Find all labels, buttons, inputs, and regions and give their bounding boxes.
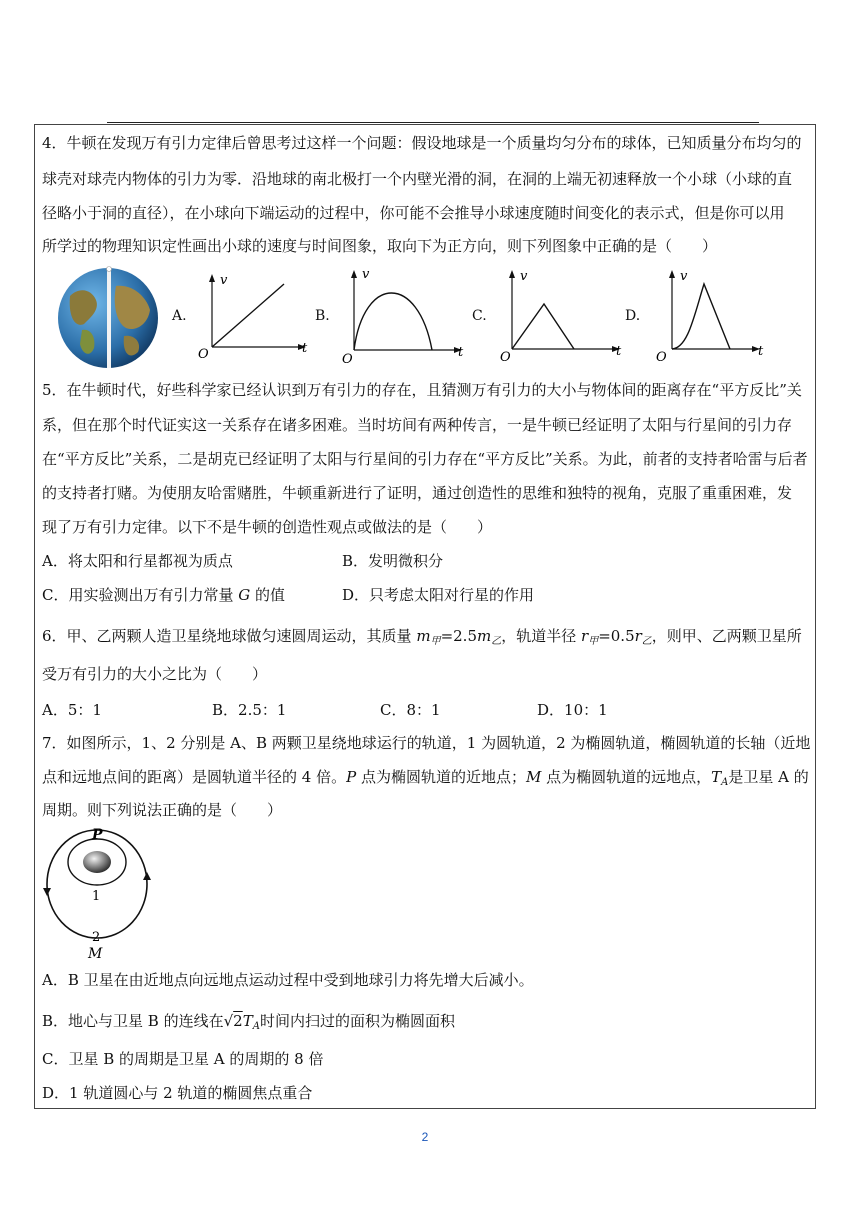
q6-option-d: D．10：1 <box>537 701 608 719</box>
graph-b-t-label: t <box>458 345 464 360</box>
earth-sphere <box>83 851 111 873</box>
q5-option-a: A．将太阳和行星都视为质点 <box>42 552 233 570</box>
q5-option-c: C．用实验测出万有引力常量 G 的值 <box>42 586 286 604</box>
q6-line-2: 受万有引力的大小之比为（ ） <box>42 665 268 683</box>
graph-d <box>652 266 776 364</box>
option-b-label: B. <box>315 308 330 324</box>
q5-line-1: 5．在牛顿时代，好些科学家已经认识到万有引力的存在，且猜测万有引力的大小与物体间的距离存在“平方反比”关 <box>42 381 802 399</box>
graph-b-v-label: v <box>362 267 370 282</box>
q6-option-c: C．8：1 <box>380 701 441 719</box>
page-number: 2 <box>421 1130 429 1144</box>
orbit-figure <box>40 826 156 964</box>
point-p-label: P <box>92 827 103 843</box>
q7-line-3: 周期。则下列说法正确的是（ ） <box>42 801 283 819</box>
q7-option-c: C．卫星 B 的周期是卫星 A 的周期的 8 倍 <box>42 1050 324 1068</box>
q7-line-2: 点和远地点间的距离）是圆轨道半径的 4 倍。P 点为椭圆轨道的近地点；M 点为椭圆轨道的远地点，$T_A$是卫星 A 的 <box>42 768 809 788</box>
graph-b <box>340 264 470 364</box>
header-rule <box>107 122 759 123</box>
q4-line-1: 4．牛顿在发现万有引力定律后曾思考过这样一个问题：假设地球是一个质量均匀分布的球体，已知质量分布均匀的 <box>42 134 802 152</box>
option-d-label: D. <box>625 308 641 324</box>
earth-cutaway-image <box>46 266 170 370</box>
q5-option-d: D．只考虑太阳对行星的作用 <box>342 586 535 604</box>
option-c-label: C. <box>472 308 487 324</box>
q4-line-4: 所学过的物理知识定性画出小球的速度与时间图象，取向下为正方向，则下列图象中正确的是（ ） <box>42 237 718 255</box>
q4-line-3: 径略小于洞的直径），在小球向下端运动的过程中，你可能不会推导小球速度随时间变化的表示式，但是你可以用 <box>42 204 785 222</box>
graph-c-v-label: v <box>520 269 528 284</box>
graph-c-origin-label: O <box>500 350 511 364</box>
orbit-2-label: 2 <box>92 930 101 945</box>
q6-line-1: 6．甲、乙两颗人造卫星绕地球做匀速圆周运动，其质量 $m_甲=2.5m_乙$，轨道半径 $r_甲=0.5r_乙$，则甲、乙两颗卫星所 <box>42 627 802 647</box>
graph-a-origin-label: O <box>198 347 209 362</box>
q6-option-b: B．2.5：1 <box>212 701 287 719</box>
q7-option-d: D．1 轨道圆心与 2 轨道的椭圆焦点重合 <box>42 1084 313 1102</box>
graph-c <box>498 266 628 364</box>
graph-a-v-label: v <box>220 273 228 288</box>
q5-line-4: 的支持者打赌。为使朋友哈雷赌胜，牛顿重新进行了证明，通过创造性的思维和独特的视角，克服了重重困难，发 <box>42 484 793 502</box>
orbit-2-ellipse <box>47 830 147 938</box>
q5-line-2: 系，但在那个时代证实这一关系存在诸多困难。当时坊间有两种传言，一是牛顿已经证明了太阳与行星间的引力存 <box>42 416 793 434</box>
q7-option-b: B．地心与卫星 B 的连线在$√2T_A$时间内扫过的面积为椭圆面积 <box>42 1012 455 1032</box>
graph-d-v-label: v <box>680 269 688 284</box>
orbit-1-label: 1 <box>92 889 101 904</box>
q7-line-1: 7．如图所示，1、2 分别是 A、B 两颗卫星绕地球运行的轨道，1 为圆轨道，2 为椭圆轨道，椭圆轨道的长轴（近地 <box>42 734 811 752</box>
q7-option-a: A．B 卫星在由近地点向远地点运动过程中受到地球引力将先增大后减小。 <box>42 971 534 989</box>
graph-a-t-label: t <box>302 341 308 356</box>
q5-option-b: B．发明微积分 <box>342 552 444 570</box>
graph-a <box>198 270 314 362</box>
graph-d-t-label: t <box>758 344 764 359</box>
graph-b-origin-label: O <box>342 352 353 364</box>
point-m-label: M <box>88 946 103 962</box>
graph-c-t-label: t <box>616 344 622 359</box>
q5-line-5: 现了万有引力定律。以下不是牛顿的创造性观点或做法的是（ ） <box>42 518 493 536</box>
q5-line-3: 在“平方反比”关系，二是胡克已经证明了太阳与行星间的引力存在“平方反比”关系。为此，前者的支持者哈雷与后者 <box>42 450 808 468</box>
q6-option-a: A．5：1 <box>42 701 102 719</box>
graph-d-origin-label: O <box>656 350 667 364</box>
q4-line-2: 球壳对球壳内物体的引力为零．沿地球的南北极打一个内壁光滑的洞，在洞的上端无初速释放一个小球（小球的直 <box>42 170 793 188</box>
option-a-label: A. <box>172 308 187 324</box>
